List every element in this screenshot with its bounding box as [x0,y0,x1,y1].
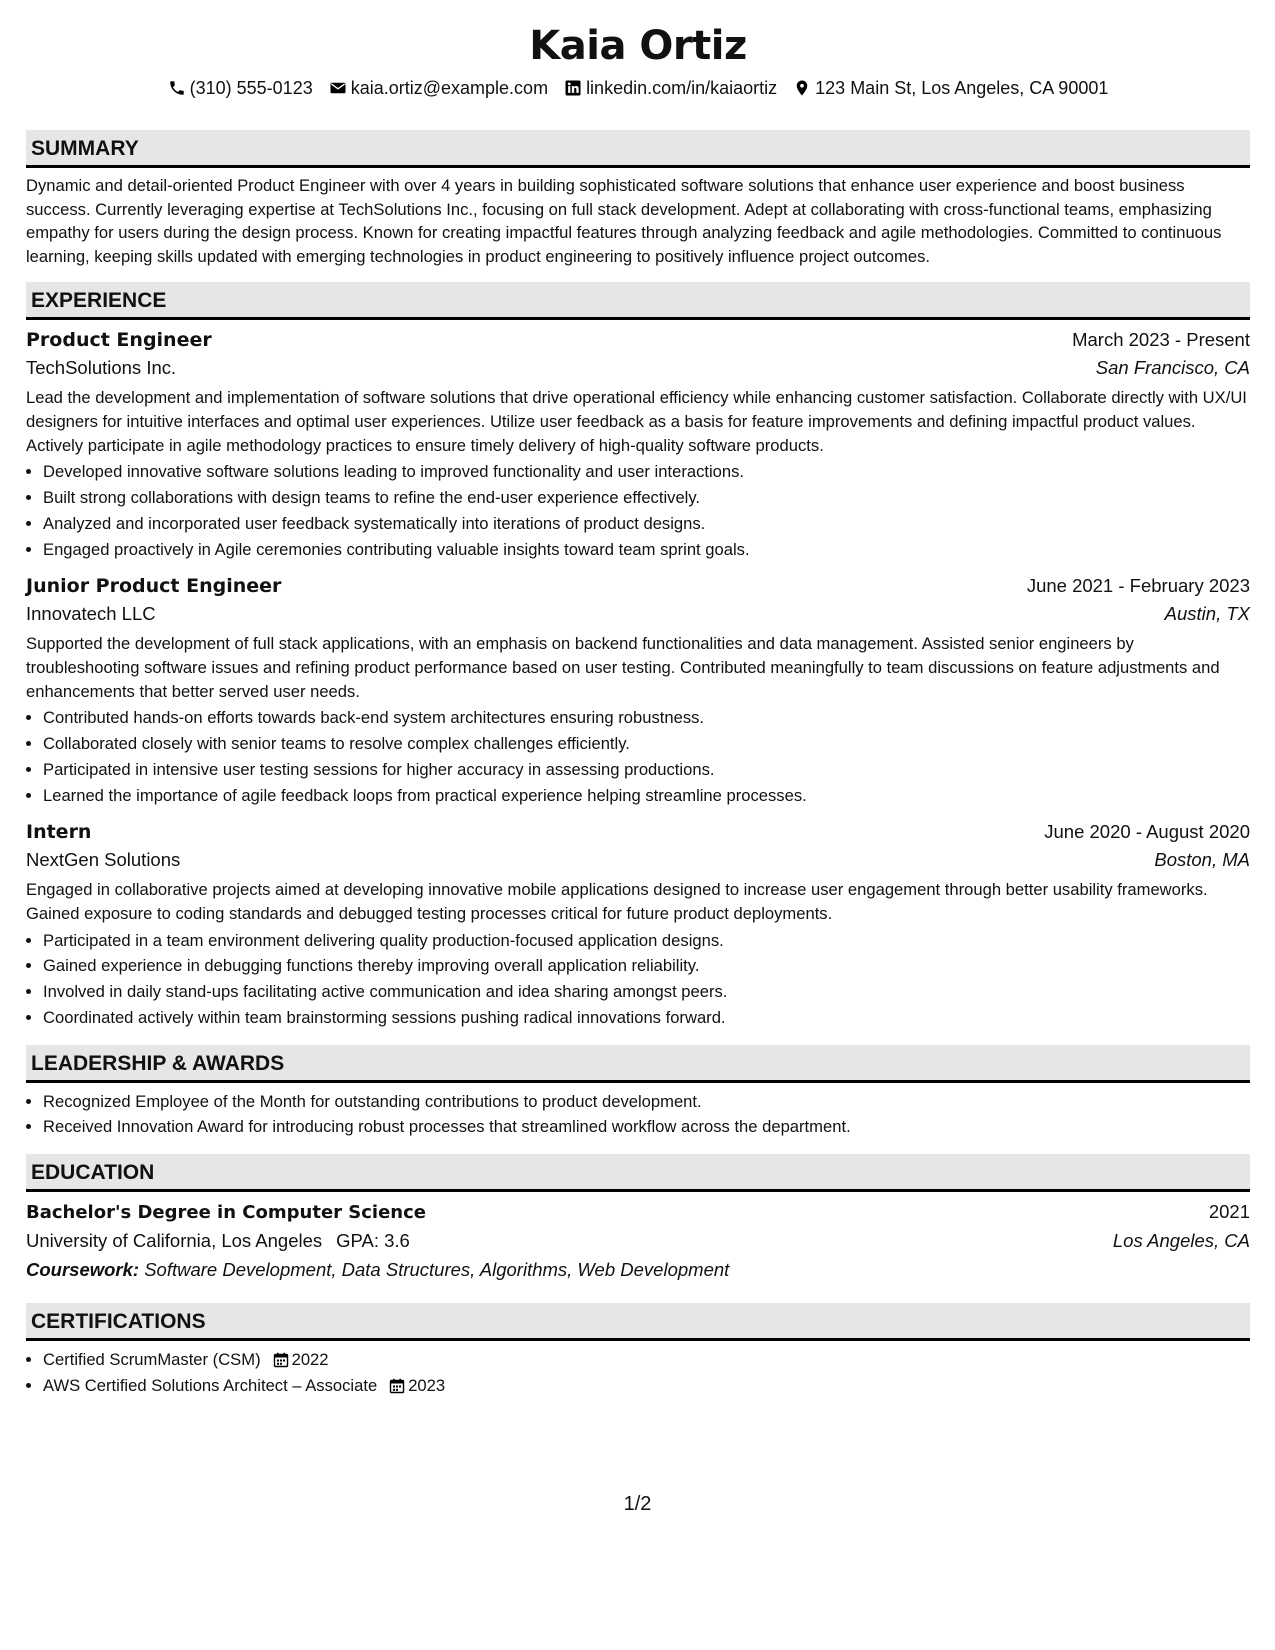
leadership-section [26,1045,1250,1141]
job-title: Intern [26,821,92,844]
list-item: • Coordinated actively within team brainstorming sessions pushing radical innovations forward. [43,1005,1250,1031]
graduation-year: 2021 [1208,1201,1250,1223]
award-list [26,1089,1250,1141]
degree-title: Bachelor's Degree in Computer Science [26,1202,426,1224]
contact-phone [168,76,313,100]
school-line [26,1227,410,1255]
coursework-list: Software Development, Data Structures, Algorithms, Web Development [144,1259,730,1281]
address-text: 123 Main St, Los Angeles, CA 90001 [815,78,1109,98]
job-entry [26,818,1250,1030]
company-name: Innovatech LLC [26,603,156,625]
job-title: Junior Product Engineer [26,575,282,598]
summary-section [26,130,1250,268]
section-title-certifications: CERTIFICATIONS [26,1303,1250,1341]
section-title-education: EDUCATION [26,1154,1250,1192]
coursework-label: Coursework: [26,1259,140,1281]
job-bullets [26,459,1250,562]
contact-linkedin[interactable] [564,76,777,100]
certification-list [26,1347,1250,1399]
calendar-icon [273,1352,289,1368]
school-location: Los Angeles, CA [1112,1230,1250,1252]
school-name: University of California, Los Angeles [26,1230,323,1252]
education-section [26,1154,1250,1285]
job-location: Austin, TX [1164,603,1250,625]
contact-email[interactable] [329,76,548,100]
list-item: • Participated in intensive user testing sessions for higher accuracy in assessing productions. [43,757,1250,783]
section-title-summary: SUMMARY [26,130,1250,168]
job-title: Product Engineer [26,329,212,352]
list-item [43,1373,1250,1399]
calendar-icon [389,1378,405,1394]
certification-year: 2023 [408,1376,446,1396]
certifications-section [26,1303,1250,1399]
job-dates: June 2021 - February 2023 [1026,575,1250,597]
list-item: • Participated in a team environment delivering quality production-focused application designs. [43,928,1250,954]
job-description: Lead the development and implementation of software solutions that drive operational efficiency while enhancing customer satisfaction. Collaborate directly with UX/UI designers for intuitive interfaces and optimal user experiences. Utilize user feedback as a basis for feature improvements and defining impactful product values. Actively participate in agile methodology practices to ensure timely delivery of high-quality software products. [26,388,1247,455]
list-item [43,1347,1250,1373]
job-entry [26,572,1250,808]
experience-section [26,282,1250,1030]
list-item: • Learned the importance of agile feedback loops from practical experience helping streamline processes. [43,783,1250,809]
coursework [26,1255,1250,1285]
list-item: • Received Innovation Award for introducing robust processes that streamlined workflow across the department. [43,1114,1250,1140]
job-dates: June 2020 - August 2020 [1044,821,1250,843]
list-item: • Collaborated closely with senior teams to resolve complex challenges efficiently. [43,731,1250,757]
phone-icon [168,79,186,97]
job-dates: March 2023 - Present [1072,329,1250,351]
list-item: • Analyzed and incorporated user feedback systematically into iterations of product designs. [43,511,1250,537]
job-bullets [26,705,1250,808]
list-item: • Developed innovative software solutions leading to improved functionality and user interactions. [43,459,1250,485]
list-item: • Recognized Employee of the Month for outstanding contributions to product development. [43,1089,1250,1115]
list-item: • Contributed hands-on efforts towards back-end system architectures ensuring robustness. [43,705,1250,731]
email-text: kaia.ortiz@example.com [350,78,549,98]
company-name: TechSolutions Inc. [26,357,177,379]
page-number: 1/2 [623,1493,652,1515]
resume-page [26,22,1250,1399]
phone-text: (310) 555-0123 [189,78,313,98]
section-title-leadership: LEADERSHIP & AWARDS [26,1045,1250,1083]
job-location: San Francisco, CA [1095,357,1250,379]
certification-date [273,1347,329,1373]
section-title-experience: EXPERIENCE [26,282,1250,320]
company-name: NextGen Solutions [26,849,181,871]
certification-name: • Certified ScrumMaster (CSM) [43,1350,261,1370]
job-bullets [26,928,1250,1031]
envelope-icon [329,79,347,97]
job-location: Boston, MA [1154,849,1250,871]
map-marker-icon [793,79,811,97]
list-item: • Built strong collaborations with design teams to refine the end-user experience effectively. [43,485,1250,511]
certification-year: 2022 [291,1350,329,1370]
list-item: • Gained experience in debugging functions thereby improving overall application reliability. [43,953,1250,979]
summary-text: Dynamic and detail-oriented Product Engineer with over 4 years in building sophisticated software solutions that enhance user experience and boost business success. Currently leveraging expertise at TechSolutions Inc., focusing on full stack development. Adept at collaborating with cross-functional teams, emphasizing empathy for users during the design process. Known for creating impactful features through analyzing feedback and agile methodologies. Committed to continuous learning, keeping skills updated with emerging technologies in product engineering to positively influence project outcomes. [26,176,1222,266]
gpa: GPA: 3.6 [336,1230,410,1252]
certification-name: • AWS Certified Solutions Architect – Associate [43,1376,378,1396]
contact-address [793,76,1108,100]
education-entry [26,1198,1250,1285]
linkedin-icon [564,79,582,97]
job-description: Engaged in collaborative projects aimed at developing innovative mobile applications designed to increase user engagement through better usability frameworks. Gained exposure to coding standards and debugged testing processes critical for future product deployments. [26,880,1208,923]
contact-bar [26,76,1250,100]
certification-date [389,1373,445,1399]
job-entry [26,326,1250,562]
candidate-name: Kaia Ortiz [529,23,747,69]
job-description: Supported the development of full stack applications, with an emphasis on backend functionalities and data management. Assisted senior engineers by troubleshooting software issues and refining product performance based on user testing. Contributed meaningfully to team discussions on feature adjustments and enhancements that better served user needs. [26,634,1220,701]
list-item: • Involved in daily stand-ups facilitating active communication and idea sharing amongst peers. [43,979,1250,1005]
linkedin-text: linkedin.com/in/kaiaortiz [586,78,778,98]
list-item: • Engaged proactively in Agile ceremonies contributing valuable insights toward team sprint goals. [43,537,1250,563]
